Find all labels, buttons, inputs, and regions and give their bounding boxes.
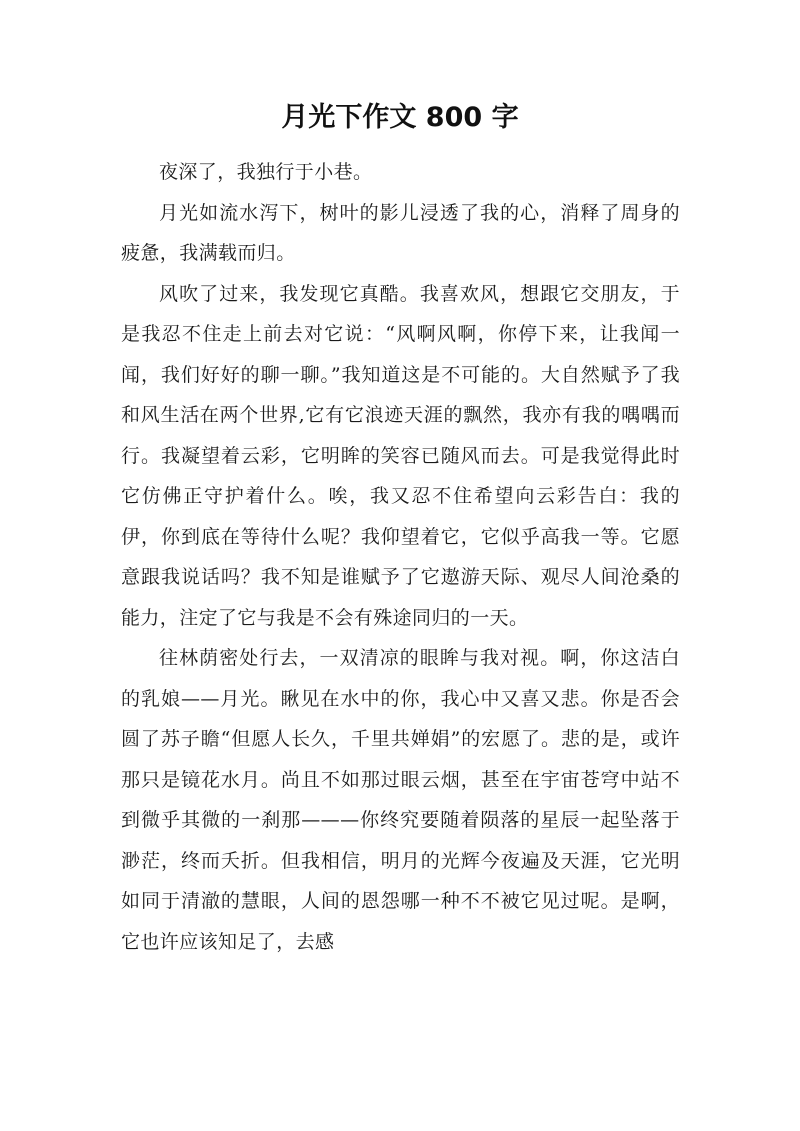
paragraph-1: 夜深了，我独行于小巷。 xyxy=(159,161,373,183)
paragraph-2: 月光如流水泻下，树叶的影儿浸透了我的心，消释了周身的疲惫，我满载而归。 xyxy=(121,201,680,264)
paragraph-3: 风吹了过来，我发现它真酷。我喜欢风，想跟它交朋友，于是我忍不住走上前去对它说：“风啊风啊，你停下来，让我闻一闻，我们好好的聊一聊。”我知道这是不可能的。大自然赋予了我和风生活在两个世界,它有它浪迹天涯的飘然，我亦有我的喁喁而行。我凝望着云彩，它明眸的笑容已随风而去。可是我觉得此时它仿佛正守护着什么。唉，我又忍不住希望向云彩告白：我的伊，你到底在等待什么呢？我仰望着它，它似乎高我一等。它愿意跟我说话吗？我不知是谁赋予了它遨游天际、观尽人间沧桑的能力，注定了它与我是不会有殊途同归的一天。 xyxy=(121,282,680,629)
document-body xyxy=(121,152,680,962)
document-title: 月光下作文 800 字 xyxy=(281,102,519,133)
paragraph-4: 往林荫密处行去，一双清凉的眼眸与我对视。啊，你这洁白的乳娘——月光。瞅见在水中的你，我心中又喜又悲。你是否会圆了苏子瞻“但愿人长久，千里共婵娟”的宏愿了。悲的是，或许那只是镜花水月。尚且不如那过眼云烟，甚至在宇宙苍穹中站不到微乎其微的一刹那———你终究要随着陨落的星辰一起坠落于渺茫，终而夭折。但我相信，明月的光辉今夜遍及天涯，它光明如同于清澈的慧眼，人间的恩怨哪一种不不被它见过呢。是啊，它也许应该知足了，去感 xyxy=(121,647,680,953)
